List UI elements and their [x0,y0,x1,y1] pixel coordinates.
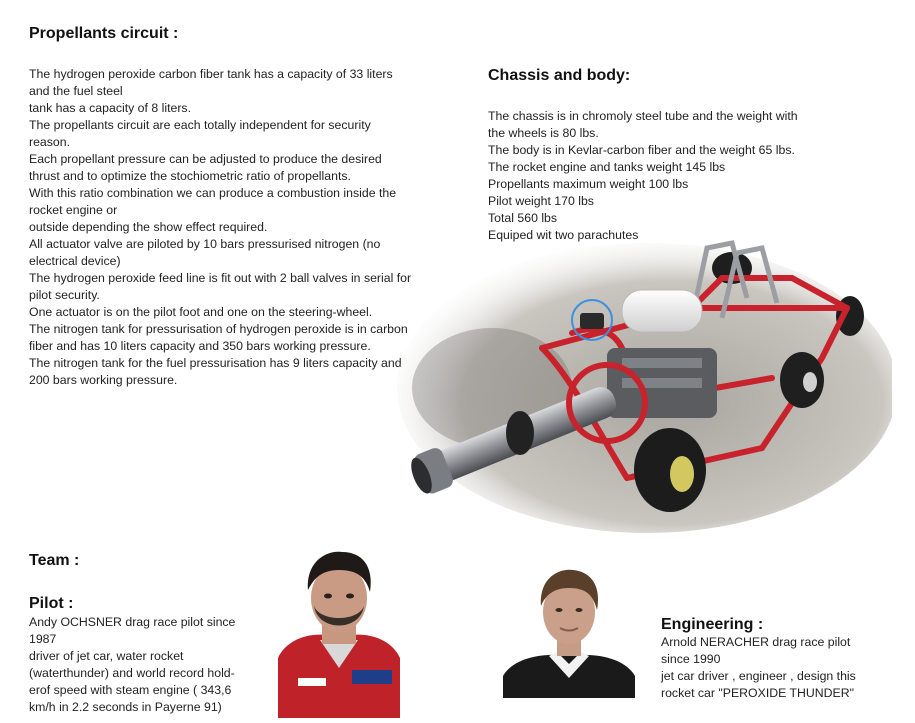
propellants-text [29,66,411,389]
front-wheel [634,428,706,512]
text-line: Arnold NERACHER drag race pilot [661,635,851,649]
side-wheel [780,352,824,408]
front-wheel [506,411,534,455]
text-line: All actuator valve are piloted by 10 bars pressurised nitrogen (no [29,237,381,251]
text-line: and the fuel steel [29,84,123,98]
engineer-portrait [503,566,635,698]
text-line: One actuator is on the pilot foot and one on the steering-wheel. [29,305,373,319]
text-line: erof speed with steam engine ( 343,6 [29,683,232,697]
text-line: The body is in Kevlar-carbon fiber and the weight 65 lbs. [488,143,795,157]
text-line: pilot security. [29,288,100,302]
text-line: The hydrogen peroxide feed line is fit out with 2 ball valves in serial for [29,271,412,285]
wheel-rim [803,372,817,392]
pilot-heading: Pilot : [29,595,74,612]
text-line: Propellants maximum weight 100 lbs [488,177,689,191]
text-line: tank has a capacity of 8 liters. [29,101,191,115]
text-line: 1987 [29,632,57,646]
text-line: driver of jet car, water rocket [29,649,184,663]
text-line: Pilot weight 170 lbs [488,194,594,208]
wheel-rim [670,456,694,492]
pilot-text [29,614,235,716]
text-line: The nitrogen tank for pressurisation of hydrogen peroxide is in carbon [29,322,408,336]
jacket-stripe [298,678,326,686]
text-line: jet car driver , engineer , design this [661,669,856,683]
text-line: Equiped wit two parachutes [488,228,639,242]
text-line: Andy OCHSNER drag race pilot since [29,615,236,629]
text-line: The rocket engine and tanks weight 145 lbs [488,160,726,174]
text-line: Total 560 lbs [488,211,558,225]
rocket-car-photo [392,238,892,533]
engine-detail [622,358,702,368]
text-line: electrical device) [29,254,121,268]
text-line: fiber and has 10 liters capacity and 350 bars working pressure. [29,339,371,353]
chassis-heading: Chassis and body: [488,67,631,84]
text-line: rocket engine or [29,203,118,217]
engineering-heading: Engineering : [661,616,764,633]
text-line: outside depending the show effect required. [29,220,268,234]
text-line: thrust and to optimize the stochiometric ratio of propellants. [29,169,351,183]
chassis-text [488,108,798,244]
text-line: Each propellant pressure can be adjusted to produce the desired [29,152,382,166]
team-heading: Team : [29,552,80,569]
text-line: since 1990 [661,652,721,666]
pilot-portrait [278,548,400,718]
text-line: The hydrogen peroxide carbon fiber tank has a capacity of 33 liters [29,67,393,81]
text-line: rocket car "PEROXIDE THUNDER" [661,686,854,700]
propellants-heading: Propellants circuit : [29,25,179,42]
text-line: The chassis is in chromoly steel tube and the weight with [488,109,798,123]
text-line: the wheels is 80 lbs. [488,126,599,140]
text-line: The propellants circuit are each totally independent for security [29,118,371,132]
jacket-patch [352,670,392,684]
text-line: km/h in 2.2 seconds in Payerne 91) [29,700,222,714]
text-line: (waterthunder) and world record hold- [29,666,235,680]
text-line: reason. [29,135,71,149]
text-line: The nitrogen tank for the fuel pressurisation has 9 liters capacity and [29,356,402,370]
text-line: With this ratio combination we can produce a combustion inside the [29,186,397,200]
text-line: 200 bars working pressure. [29,373,178,387]
pressure-gauge [580,313,604,329]
engineering-text [661,634,856,702]
